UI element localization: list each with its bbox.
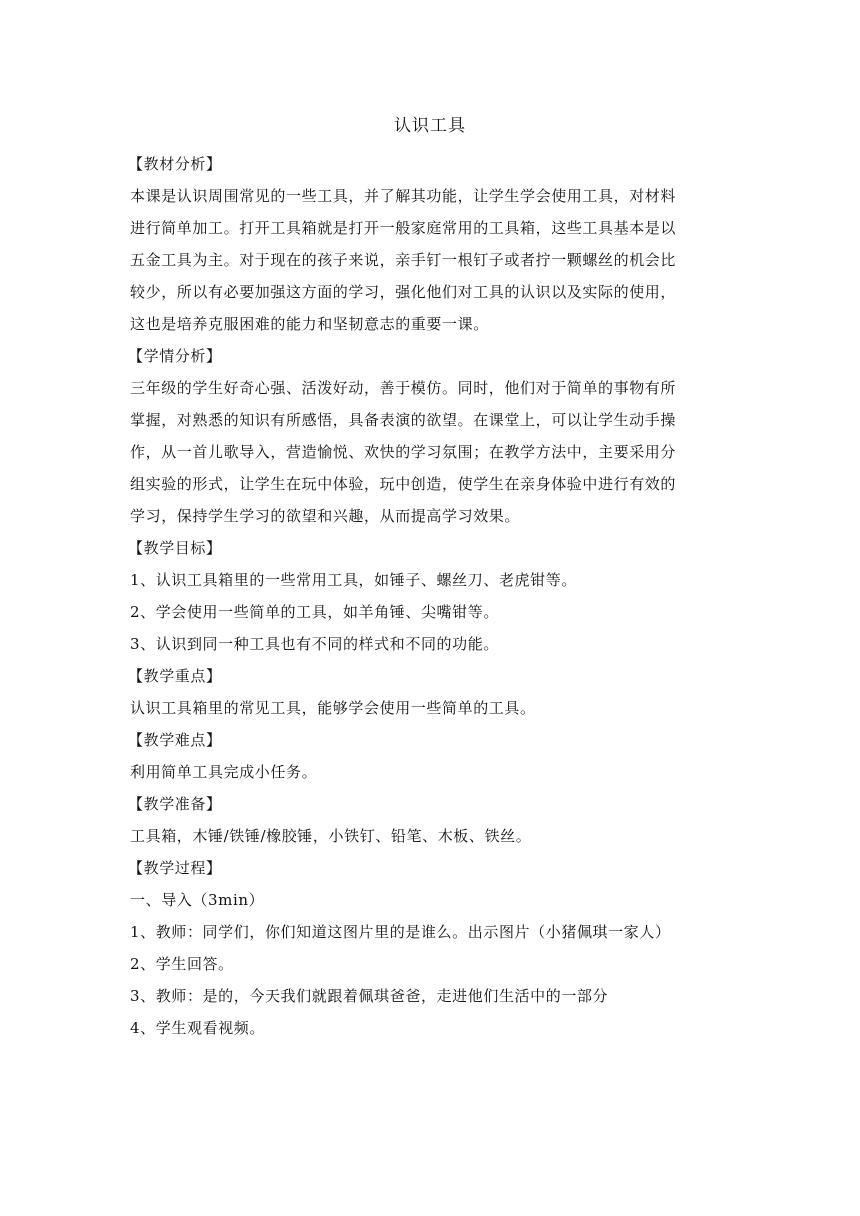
paragraph-line: 1、认识工具箱里的一些常用工具，如锤子、螺丝刀、老虎钳等。 <box>130 571 577 589</box>
section-heading: 【教学重点】 <box>128 667 222 685</box>
paragraph-line: 学习，保持学生学习的欲望和兴趣，从而提高学习效果。 <box>130 507 521 525</box>
paragraph-line: 2、学会使用一些简单的工具，如羊角锤、尖嘴钳等。 <box>130 603 499 621</box>
paragraph-line: 2、学生回答。 <box>130 955 234 973</box>
section-heading: 【教学准备】 <box>128 795 222 813</box>
document-page <box>130 112 730 1044</box>
paragraph-line: 认识工具箱里的常见工具，能够学会使用一些简单的工具。 <box>130 699 536 717</box>
paragraph-line: 五金工具为主。对于现在的孩子来说，亲手钉一根钉子或者拧一颗螺丝的机会比 <box>130 251 677 269</box>
paragraph-line: 一、导入（3min） <box>130 891 265 909</box>
paragraph-line: 这也是培养克服困难的能力和坚韧意志的重要一课。 <box>130 315 489 333</box>
paragraph-line: 三年级的学生好奇心强、活泼好动，善于模仿。同时，他们对于简单的事物有所 <box>130 379 677 397</box>
paragraph-line: 4、学生观看视频。 <box>130 1019 265 1037</box>
paragraph-line: 3、认识到同一种工具也有不同的样式和不同的功能。 <box>130 635 499 653</box>
section-heading: 【教学过程】 <box>128 859 222 877</box>
paragraph-line: 3、教师：是的，今天我们就跟着佩琪爸爸，走进他们生活中的一部分 <box>130 987 609 1005</box>
section-heading: 【教学目标】 <box>128 539 222 557</box>
document-title: 认识工具 <box>394 116 466 136</box>
paragraph-line: 1、教师：同学们，你们知道这图片里的是谁么。出示图片（小猪佩琪一家人） <box>130 923 671 941</box>
paragraph-line: 作，从一首儿歌导入，营造愉悦、欢快的学习氛围；在教学方法中，主要采用分 <box>130 443 677 461</box>
paragraph-line: 本课是认识周围常见的一些工具，并了解其功能，让学生学会使用工具，对材料 <box>130 187 677 205</box>
document-body <box>130 148 730 1044</box>
section-heading: 【学情分析】 <box>128 347 222 365</box>
paragraph-line: 进行简单加工。打开工具箱就是打开一般家庭常用的工具箱，这些工具基本是以 <box>130 219 677 237</box>
paragraph-line: 工具箱，木锤/铁锤/橡胶锤，小铁钉、铅笔、木板、铁丝。 <box>130 827 532 845</box>
paragraph-line: 利用简单工具完成小任务。 <box>130 763 318 781</box>
paragraph-line: 较少，所以有必要加强这方面的学习，强化他们对工具的认识以及实际的使用， <box>130 283 677 301</box>
paragraph-line: 掌握，对熟悉的知识有所感悟，具备表演的欲望。在课堂上，可以让学生动手操 <box>130 411 677 429</box>
section-heading: 【教学难点】 <box>128 731 222 749</box>
section-heading: 【教材分析】 <box>128 155 222 173</box>
paragraph-line: 组实验的形式，让学生在玩中体验，玩中创造，使学生在亲身体验中进行有效的 <box>130 475 677 493</box>
